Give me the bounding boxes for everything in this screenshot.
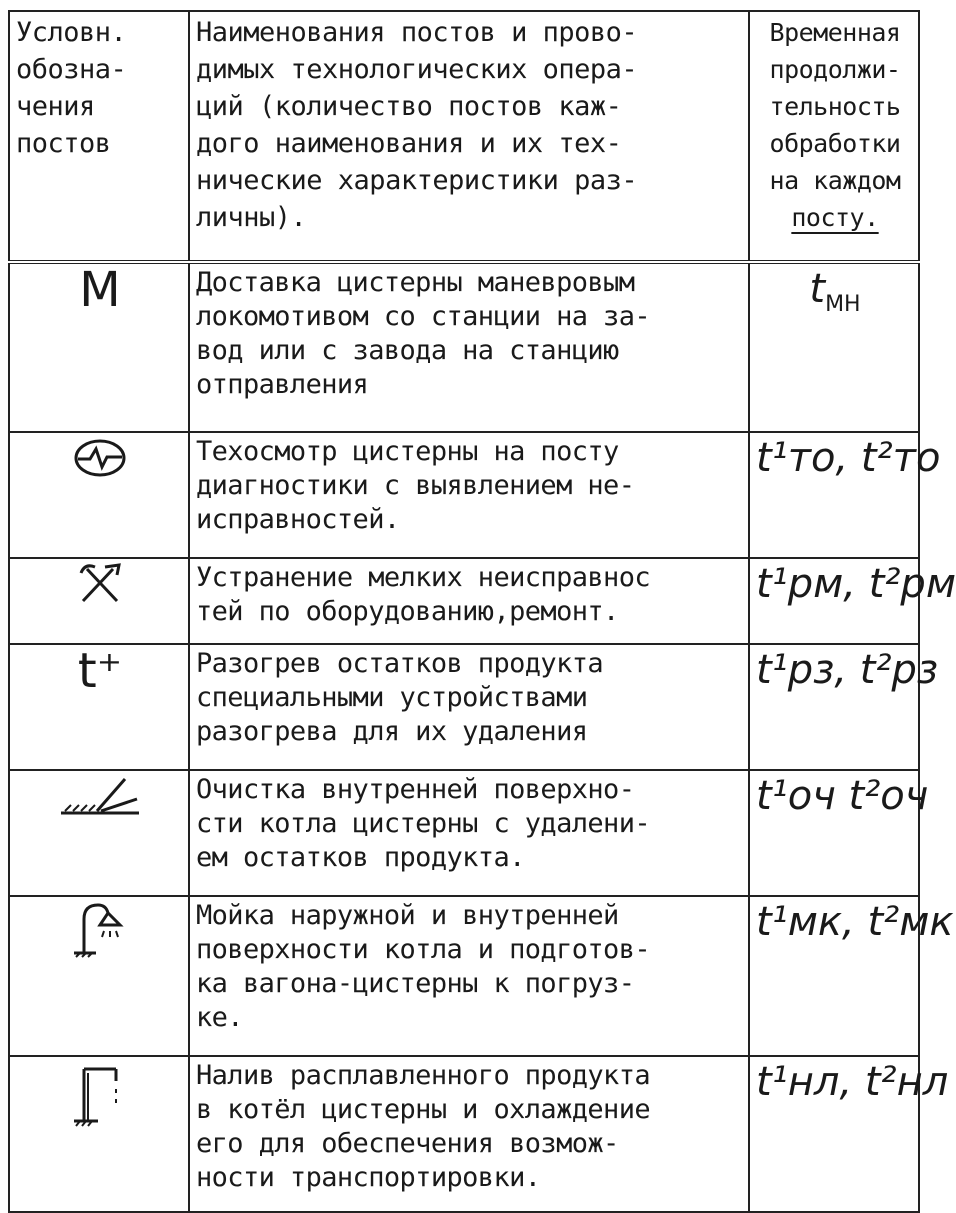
time-cell xyxy=(749,262,919,432)
time-value: t¹мк, t²мк xyxy=(756,899,954,945)
header-time-line-1: Временная xyxy=(769,18,901,47)
filling-gantry-icon xyxy=(70,1059,130,1129)
header-row xyxy=(9,11,919,262)
symbol-cell xyxy=(9,770,189,896)
header-symbol xyxy=(9,11,189,262)
symbol-cell xyxy=(9,644,189,770)
description-cell: Налив расплавленного продукта в котёл цистерны и охлаждение его для обеспечения возмож- ности транспортировки. xyxy=(189,1056,749,1212)
header-name-text: Наименования постов и прово- димых технологических опера- ций (количество постов каж- дого наименования и их тех- нические характеристики раз- личны). xyxy=(196,17,638,233)
header-time xyxy=(749,11,919,262)
time-value: t¹оч t²оч xyxy=(756,773,929,819)
description-cell: Устранение мелких неисправнос тей по оборудованию,ремонт. xyxy=(189,558,749,644)
symbol-cell xyxy=(9,558,189,644)
cleaning-scraper-icon xyxy=(55,773,145,819)
symbol-cell xyxy=(9,1056,189,1212)
time-value: t¹рз, t²рз xyxy=(756,647,939,693)
header-time-line-6: посту. xyxy=(791,203,879,232)
time-value: t¹рм, t²рм xyxy=(756,561,956,607)
header-symbol-text: Условн. обозна- чения постов xyxy=(16,17,127,159)
table-row xyxy=(9,1056,919,1212)
time-value: t¹нл, t²нл xyxy=(756,1059,949,1105)
header-name xyxy=(189,11,749,262)
description-cell: Очистка внутренней поверхно- сти котла цистерны с удалени- ем остатков продукта. xyxy=(189,770,749,896)
table-row xyxy=(9,770,919,896)
table-row xyxy=(9,558,919,644)
operations-table-sheet xyxy=(8,10,956,1193)
header-time-line-2: продолжи- xyxy=(769,55,901,84)
header-time-line-4: обработки xyxy=(769,129,901,158)
hammer-wrench-icon xyxy=(75,561,125,605)
washing-shower-icon xyxy=(70,899,130,959)
time-main: t xyxy=(809,266,826,312)
description-cell: Доставка цистерны маневровым локомотивом со станции на за- вод или с завода на станцию отправления xyxy=(189,262,749,432)
table-row xyxy=(9,896,919,1056)
description-cell: Техосмотр цистерны на посту диагностики с выявлением не- исправностей. xyxy=(189,432,749,558)
header-time-line-3: тельность xyxy=(769,92,901,121)
symbol-cell xyxy=(9,262,189,432)
table-row xyxy=(9,262,919,432)
time-cell xyxy=(749,1056,949,1212)
symbol-cell xyxy=(9,432,189,558)
description-cell: Мойка наружной и внутренней поверхности котла и подготов- ка вагона-цистерны к погруз- ке. xyxy=(189,896,749,1056)
time-cell xyxy=(749,644,939,770)
time-cell xyxy=(749,770,929,896)
symbol-cell xyxy=(9,896,189,1056)
time-cell xyxy=(749,896,954,1056)
heat-t-plus-icon: t⁺ xyxy=(77,643,123,699)
description-cell: Разогрев остатков продукта специальными устройствами разогрева для их удаления xyxy=(189,644,749,770)
locomotive-m-icon: M xyxy=(79,262,121,318)
table-row xyxy=(9,644,919,770)
time-value xyxy=(809,266,861,317)
header-time-line-5: на каждом xyxy=(769,166,901,195)
time-cell xyxy=(749,558,956,644)
time-value: t¹то, t²то xyxy=(756,435,941,481)
time-subscript: МН xyxy=(825,292,861,317)
diagnostics-gauge-icon xyxy=(70,435,130,481)
table-row xyxy=(9,432,919,558)
time-cell xyxy=(749,432,941,558)
operations-table xyxy=(8,10,956,1213)
